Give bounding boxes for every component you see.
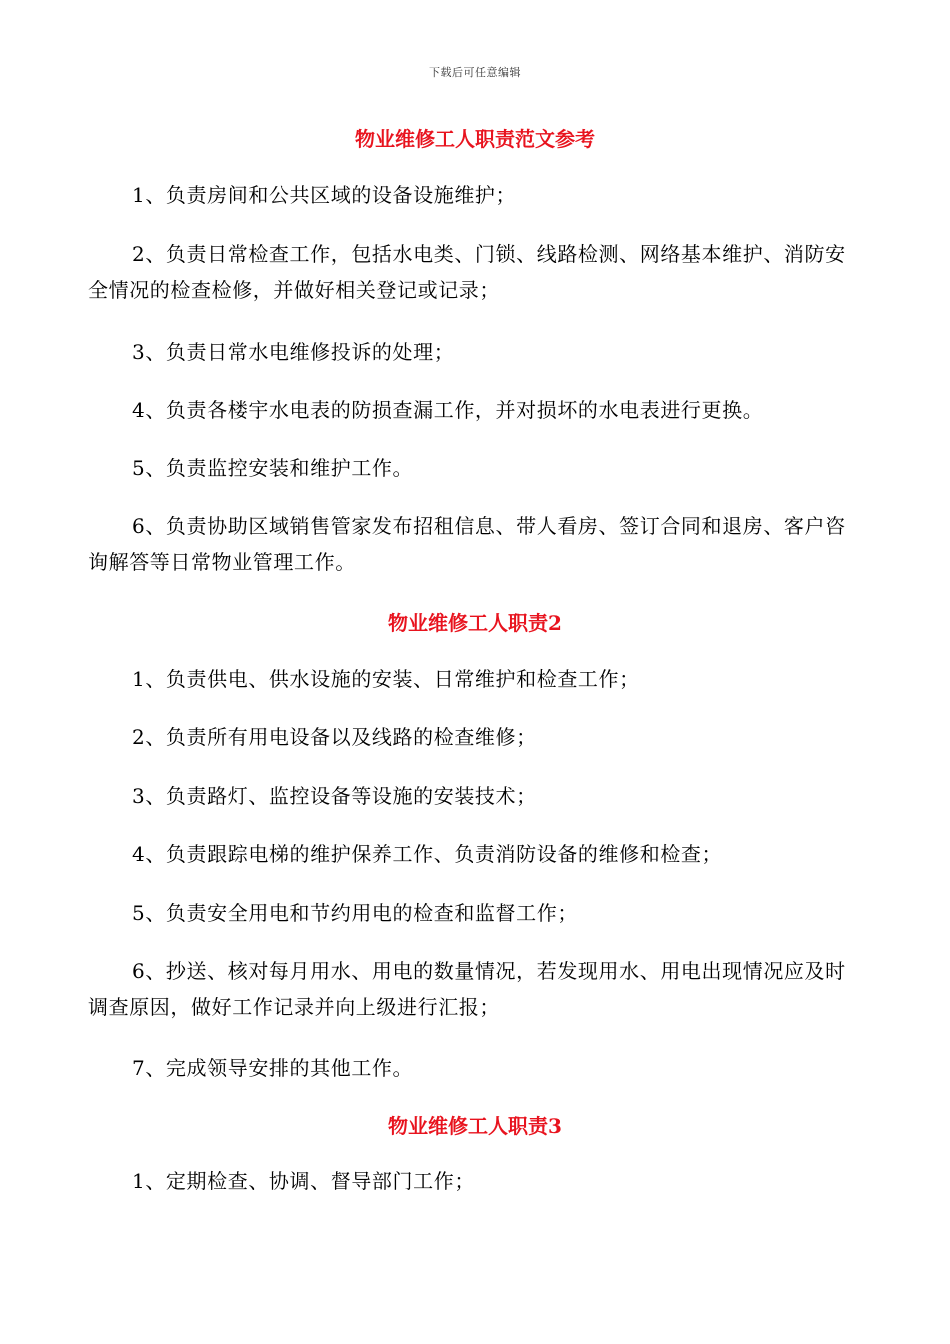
section-title-2: 物业维修工人职责2 [388,611,562,635]
section-title-1: 物业维修工人职责范文参考 [355,127,595,151]
paragraph: 2、负责日常检查工作，包括水电类、门锁、线路检测、网络基本维护、消防安全情况的检查检修，并做好相关登记或记录； [88,242,846,302]
paragraph: 6、抄送、核对每月用水、用电的数量情况，若发现用水、用电出现情况应及时调查原因，做好工作记录并向上级进行汇报； [88,959,846,1019]
paragraph: 3、负责路灯、监控设备等设施的安装技术； [132,784,537,808]
paragraph: 1、负责房间和公共区域的设备设施维护； [132,183,517,207]
paragraph: 7、完成领导安排的其他工作。 [132,1056,414,1080]
header-note: 下载后可任意编辑 [429,66,521,79]
paragraph: 2、负责所有用电设备以及线路的检查维修； [132,725,537,749]
paragraph: 4、负责各楼宇水电表的防损查漏工作，并对损坏的水电表进行更换。 [132,398,764,422]
paragraph: 5、负责监控安装和维护工作。 [132,456,414,480]
paragraph: 5、负责安全用电和节约用电的检查和监督工作； [132,901,578,925]
paragraph: 3、负责日常水电维修投诉的处理； [132,340,455,364]
paragraph: 6、负责协助区域销售管家发布招租信息、带人看房、签订合同和退房、客户咨询解答等日常物业管理工作。 [88,514,846,574]
paragraph: 4、负责跟踪电梯的维护保养工作、负责消防设备的维修和检查； [132,842,723,866]
paragraph: 1、负责供电、供水设施的安装、日常维护和检查工作； [132,667,640,691]
paragraph: 1、定期检查、协调、督导部门工作； [132,1169,475,1193]
section-title-3: 物业维修工人职责3 [388,1114,562,1138]
